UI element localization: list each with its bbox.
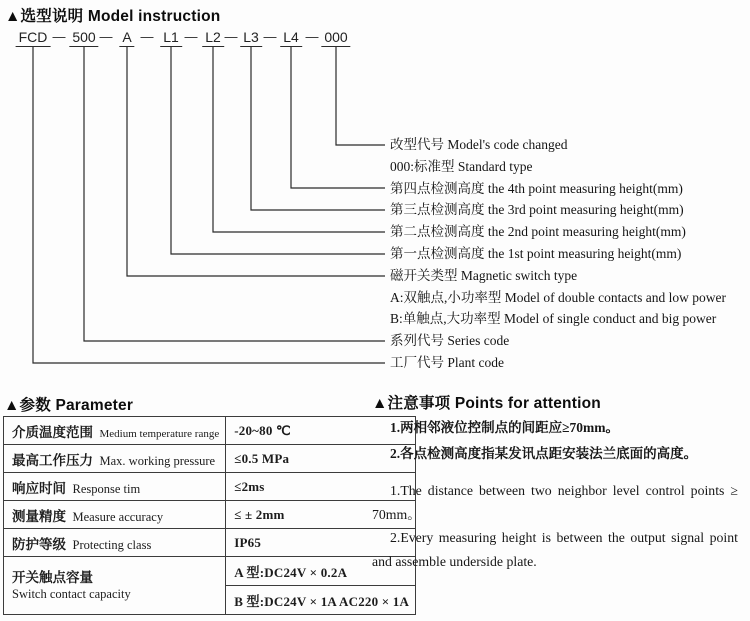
row-value: ≤0.5 MPa	[226, 445, 416, 473]
table-row	[4, 529, 416, 557]
model-code-segment-switch: A	[119, 30, 134, 47]
model-code-segment-l2: L2	[202, 30, 224, 47]
table-row	[4, 417, 416, 445]
capacity-value-a: A 型:DC24V × 0.2A	[226, 557, 416, 586]
legend-standard-type: 000:标准型 Standard type	[390, 158, 533, 174]
legend-type-a: A:双触点,小功率型 Model of double contacts and low power	[390, 289, 726, 305]
parameter-table	[3, 416, 416, 615]
model-code-segment-l3: L3	[240, 30, 262, 47]
legend-plant-code: 工厂代号 Plant code	[390, 354, 504, 370]
model-code-segment-l4: L4	[280, 30, 302, 47]
table-row	[4, 445, 416, 473]
legend-4th-point: 第四点检测高度 the 4th point measuring height(mm)	[390, 180, 683, 196]
model-code-segment-change: 000	[321, 30, 350, 47]
table-row	[4, 557, 416, 586]
model-code-segment-plant: FCD	[16, 30, 51, 47]
legend-model-code-changed: 改型代号 Model's code changed	[390, 137, 568, 152]
row-label-cn: 响应时间	[12, 480, 66, 496]
legend-type-b: B:单触点,大功率型 Model of single conduct and big power	[390, 311, 717, 327]
row-value: ≤2ms	[226, 473, 416, 501]
parameter-title: ▲参数 Parameter	[4, 397, 134, 414]
row-label-cn: 测量精度	[12, 508, 66, 524]
model-code-segment-l1: L1	[160, 30, 182, 47]
model-code-dash: —	[52, 29, 66, 44]
model-code-dash: —	[140, 29, 154, 44]
row-label-en: Response tim	[72, 481, 141, 496]
en-note-line: 70mm。	[372, 506, 422, 522]
table-row	[4, 473, 416, 501]
model-code-dash: —	[99, 29, 113, 44]
capacity-label-en: Switch contact capacity	[12, 586, 131, 601]
legend-series-code: 系列代号 Series code	[390, 333, 510, 349]
attention-cn-notes	[390, 415, 745, 466]
row-value: IP65	[226, 529, 416, 557]
en-note-line: and assemble underside plate.	[372, 553, 537, 569]
en-note-line: 2.Every measuring height is between the output signal point	[390, 530, 738, 546]
capacity-label-cn: 开关触点容量	[12, 569, 93, 585]
table-row	[4, 501, 416, 529]
row-value: -20~80 ℃	[226, 417, 416, 445]
model-code-dash: —	[263, 29, 277, 44]
en-note-line: 1.The distance between two neighbor level control points ≥	[390, 483, 738, 498]
model-code-legend	[390, 134, 740, 374]
row-label-en: Measure accuracy	[72, 509, 164, 524]
cn-note-2: 2.各点检测高度指某发讯点距安装法兰底面的高度。	[390, 445, 698, 461]
row-value: ≤ ± 2mm	[226, 501, 416, 529]
legend-3rd-point: 第三点检测高度 the 3rd point measuring height(mm)	[390, 202, 684, 218]
model-code-dash: —	[184, 29, 198, 44]
row-label-en: Medium temperature range	[99, 427, 220, 440]
model-instruction-title: ▲选型说明 Model instruction	[5, 8, 221, 25]
capacity-value-b: B 型:DC24V × 1A AC220 × 1A	[226, 586, 416, 615]
legend-switch-type: 磁开关类型 Magnetic switch type	[390, 267, 578, 283]
model-code-dash: —	[224, 29, 238, 44]
attention-title: ▲注意事项 Points for attention	[372, 395, 601, 412]
legend-2nd-point: 第二点检测高度 the 2nd point measuring height(mm)	[390, 224, 686, 240]
row-label-cn: 最高工作压力	[12, 452, 93, 468]
row-label-cn: 介质温度范围	[12, 424, 93, 440]
model-code-segment-series: 500	[69, 30, 98, 47]
cn-note-1: 1.两相邻液位控制点的间距应≥70mm。	[390, 420, 620, 435]
row-label-cn: 防护等级	[12, 536, 66, 552]
legend-1st-point: 第一点检测高度 the 1st point measuring height(mm)	[390, 245, 682, 261]
attention-en-notes	[372, 479, 738, 573]
row-label-en: Max. working pressure	[99, 453, 216, 468]
model-code-dash: —	[305, 29, 319, 44]
row-label-en: Protecting class	[72, 537, 152, 552]
model-code-row	[0, 30, 400, 50]
